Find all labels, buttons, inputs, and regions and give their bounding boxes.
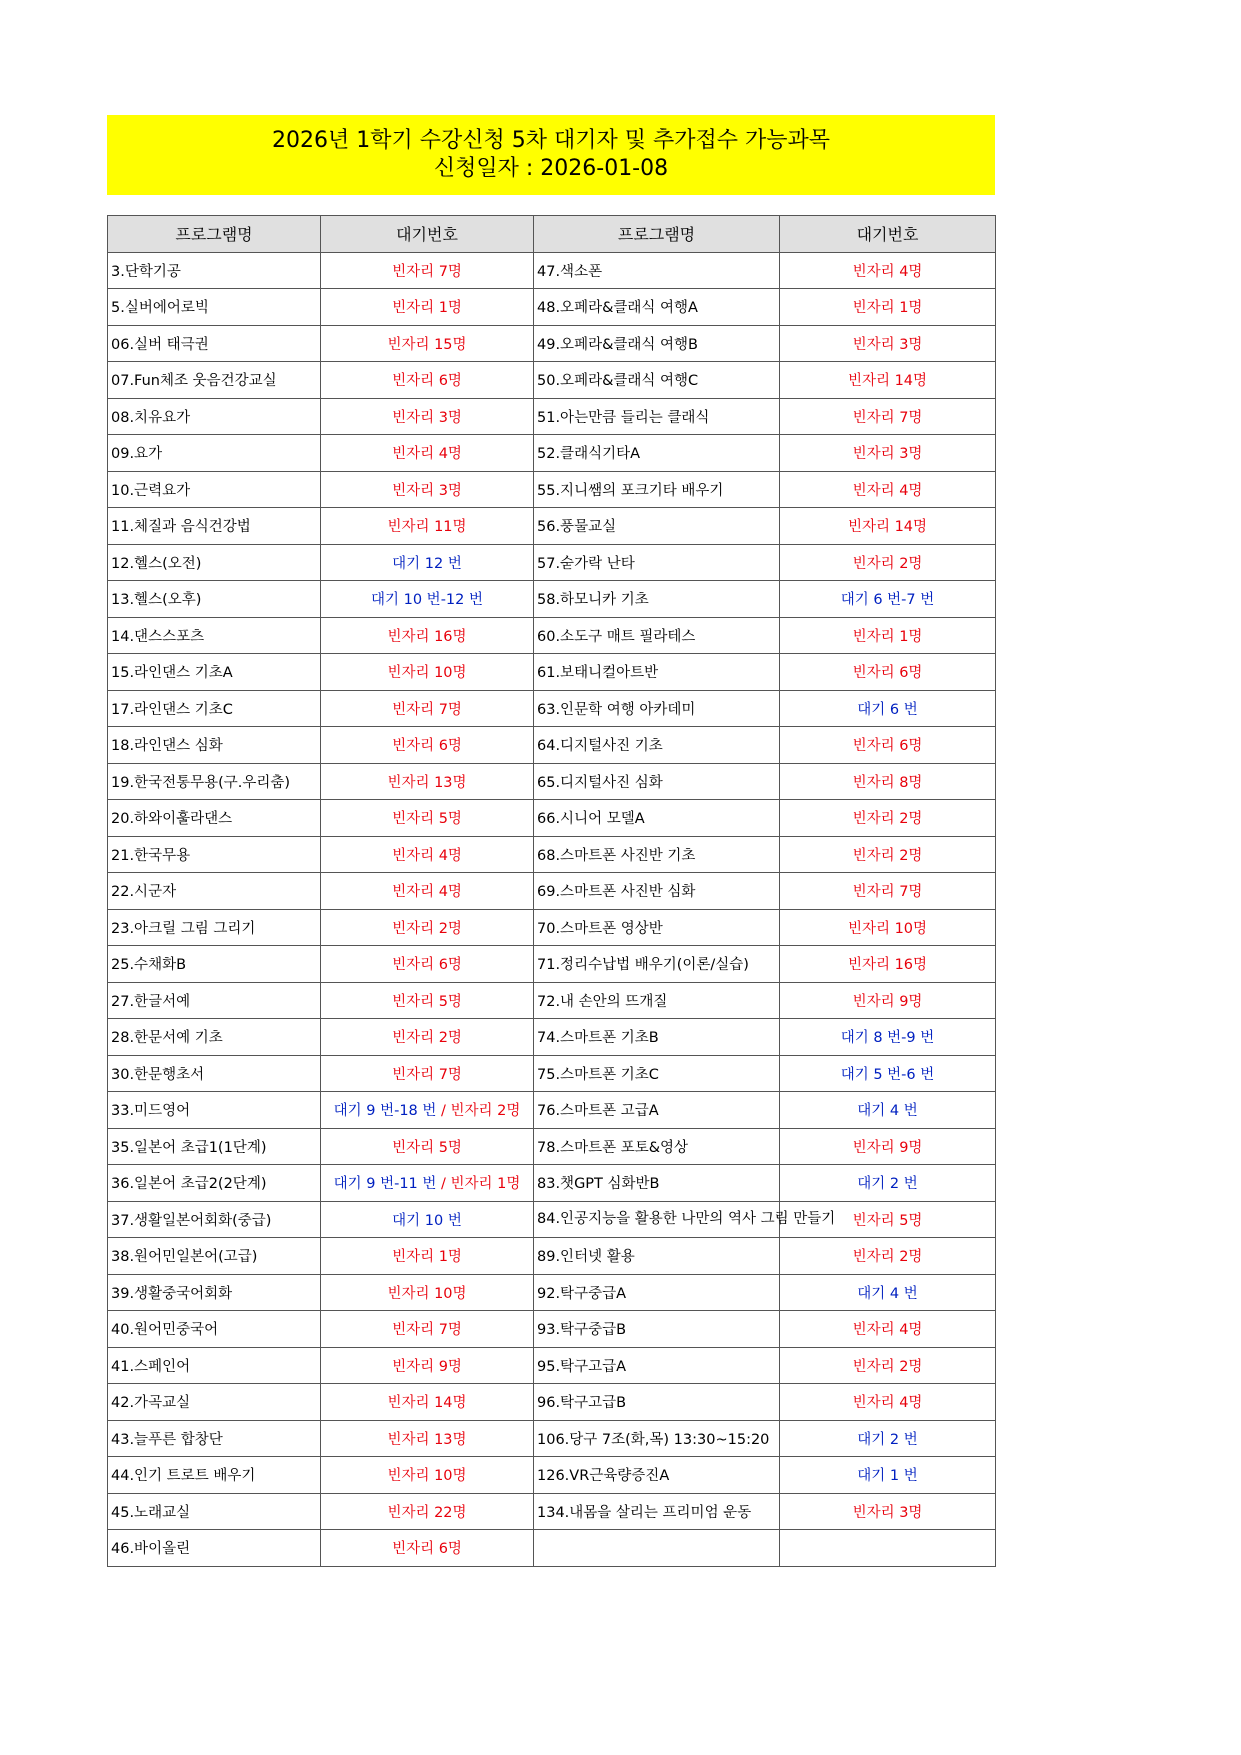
waiting-status (780, 1128, 996, 1165)
waiting-status (780, 1092, 996, 1129)
program-name: 61.보태니컬아트반 (534, 654, 780, 691)
waiting-status (321, 982, 534, 1019)
waiting-status (780, 325, 996, 362)
program-name: 25.수채화B (108, 946, 321, 983)
waiting-status (780, 654, 996, 691)
waiting-status (780, 1457, 996, 1494)
program-name: 50.오페라&클래식 여행C (534, 362, 780, 399)
vacancy-count: 빈자리 6명 (852, 665, 923, 682)
program-name: 10.근력요가 (108, 471, 321, 508)
waiting-status (321, 1457, 534, 1494)
table-row (108, 982, 996, 1019)
waiting-status (321, 690, 534, 727)
waiting-status (780, 508, 996, 545)
program-name: 45.노래교실 (108, 1493, 321, 1530)
vacancy-count: 빈자리 10명 (387, 665, 467, 682)
program-name: 60.소도구 매트 필라테스 (534, 617, 780, 654)
program-name: 95.탁구고급A (534, 1347, 780, 1384)
waiting-status (321, 654, 534, 691)
waiting-status (780, 252, 996, 289)
page-title: 2026년 1학기 수강신청 5차 대기자 및 추가접수 가능과목 (272, 128, 830, 153)
table-row (108, 1165, 996, 1202)
waiting-status (321, 362, 534, 399)
program-name: 84.인공지능을 활용한 나만의 역사 그림 만들기 (534, 1201, 780, 1238)
waiting-status (780, 727, 996, 764)
program-name: 13.헬스(오후) (108, 581, 321, 618)
vacancy-count: 빈자리 3명 (852, 446, 923, 463)
waiting-status (321, 800, 534, 837)
waiting-status (780, 800, 996, 837)
waiting-status (780, 362, 996, 399)
waiting-status (780, 1420, 996, 1457)
vacancy-count: 빈자리 1명 (450, 1176, 521, 1193)
waiting-status (780, 617, 996, 654)
program-name: 49.오페라&클래식 여행B (534, 325, 780, 362)
table-row (108, 398, 996, 435)
program-name: 15.라인댄스 기초A (108, 654, 321, 691)
application-date: 신청일자 : 2026-01-08 (433, 156, 669, 181)
waiting-status (780, 1238, 996, 1275)
waiting-status (321, 508, 534, 545)
waiting-number: 대기 8 번-9 번 (840, 1030, 935, 1047)
waiting-status (780, 836, 996, 873)
waiting-status (321, 946, 534, 983)
table-row (108, 690, 996, 727)
table-row (108, 654, 996, 691)
program-name: 47.색소폰 (534, 252, 780, 289)
waiting-number: 대기 4 번 (857, 1103, 918, 1120)
vacancy-count: 빈자리 7명 (392, 263, 462, 280)
program-name: 38.원어민일본어(고급) (108, 1238, 321, 1275)
program-name: 44.인기 트로트 배우기 (108, 1457, 321, 1494)
empty-cell (780, 1530, 996, 1567)
waiting-status (780, 471, 996, 508)
vacancy-count: 빈자리 14명 (847, 373, 928, 390)
vacancy-count: 빈자리 2명 (450, 1103, 521, 1120)
program-name: 78.스마트폰 포토&영상 (534, 1128, 780, 1165)
program-name: 72.내 손안의 뜨개질 (534, 982, 780, 1019)
program-name: 126.VR근육량증진A (534, 1457, 780, 1494)
table-row (108, 581, 996, 618)
vacancy-count: 빈자리 6명 (392, 373, 462, 390)
program-name: 57.숟가락 난타 (534, 544, 780, 581)
waiting-status (321, 909, 534, 946)
program-name: 07.Fun체조 웃음건강교실 (108, 362, 321, 399)
vacancy-count: 빈자리 5명 (392, 811, 462, 828)
waiting-status (321, 1092, 534, 1129)
program-name: 68.스마트폰 사진반 기초 (534, 836, 780, 873)
waiting-status (780, 1493, 996, 1530)
program-name: 19.한국전통무용(구.우리춤) (108, 763, 321, 800)
table-row (108, 508, 996, 545)
program-name: 71.정리수납법 배우기(이론/실습) (534, 946, 780, 983)
vacancy-count: 빈자리 9명 (392, 1358, 462, 1375)
program-name: 06.실버 태극권 (108, 325, 321, 362)
waiting-status (321, 398, 534, 435)
vacancy-count: 빈자리 6명 (852, 738, 923, 755)
vacancy-count: 빈자리 1명 (392, 1249, 462, 1266)
waiting-number: 대기 10 번 (392, 1212, 462, 1229)
program-name: 70.스마트폰 영상반 (534, 909, 780, 946)
vacancy-count: 빈자리 7명 (852, 884, 923, 901)
program-name: 42.가곡교실 (108, 1384, 321, 1421)
vacancy-count: 빈자리 13명 (387, 774, 467, 791)
header-program-right: 프로그램명 (534, 216, 780, 253)
vacancy-count: 빈자리 4명 (392, 847, 462, 864)
waiting-status (321, 544, 534, 581)
waiting-status (780, 1055, 996, 1092)
vacancy-count: 빈자리 4명 (852, 1395, 923, 1412)
waiting-status (780, 1019, 996, 1056)
waiting-status (321, 1530, 534, 1567)
program-name: 76.스마트폰 고급A (534, 1092, 780, 1129)
vacancy-count: 빈자리 8명 (852, 774, 923, 791)
vacancy-count: 빈자리 6명 (392, 1541, 462, 1558)
waiting-status (321, 727, 534, 764)
program-name: 58.하모니카 기초 (534, 581, 780, 618)
vacancy-count: 빈자리 2명 (852, 811, 923, 828)
waiting-status (780, 581, 996, 618)
program-name: 83.챗GPT 심화반B (534, 1165, 780, 1202)
table-row (108, 1274, 996, 1311)
table-row (108, 1457, 996, 1494)
program-name: 5.실버에어로빅 (108, 289, 321, 326)
program-name: 63.인문학 여행 아카데미 (534, 690, 780, 727)
waiting-number: 대기 6 번 (857, 701, 918, 718)
vacancy-count: 빈자리 3명 (852, 1504, 923, 1521)
waiting-status (321, 873, 534, 910)
program-name: 69.스마트폰 사진반 심화 (534, 873, 780, 910)
waiting-number: 대기 4 번 (857, 1285, 918, 1302)
waiting-status (321, 471, 534, 508)
waiting-status (321, 581, 534, 618)
table-row (108, 1311, 996, 1348)
program-name: 28.한문서예 기초 (108, 1019, 321, 1056)
table-row (108, 1530, 996, 1567)
course-table (107, 215, 996, 1567)
vacancy-count: 빈자리 2명 (852, 847, 923, 864)
header-row (108, 216, 996, 253)
waiting-status (321, 1201, 534, 1238)
program-name: 41.스페인어 (108, 1347, 321, 1384)
vacancy-count: 빈자리 10명 (847, 920, 928, 937)
vacancy-count: 빈자리 9명 (852, 993, 923, 1010)
waiting-status (780, 1274, 996, 1311)
program-name: 08.치유요가 (108, 398, 321, 435)
table-row (108, 1092, 996, 1129)
vacancy-count: 빈자리 6명 (392, 957, 462, 974)
program-name: 40.원어민중국어 (108, 1311, 321, 1348)
program-name: 51.아는만큼 들리는 클래식 (534, 398, 780, 435)
program-name: 106.당구 7조(화,목) 13:30~15:20 (534, 1420, 780, 1457)
program-name: 93.탁구중급B (534, 1311, 780, 1348)
waiting-status (321, 1384, 534, 1421)
vacancy-count: 빈자리 4명 (852, 1322, 923, 1339)
program-name: 22.시군자 (108, 873, 321, 910)
vacancy-count: / (436, 1176, 451, 1193)
waiting-status (780, 982, 996, 1019)
vacancy-count: 빈자리 4명 (392, 446, 462, 463)
program-name: 09.요가 (108, 435, 321, 472)
waiting-status (321, 1238, 534, 1275)
table-row (108, 325, 996, 362)
vacancy-count: 빈자리 3명 (392, 409, 462, 426)
vacancy-count: 빈자리 15명 (387, 336, 467, 353)
waiting-status (780, 763, 996, 800)
waiting-number: 대기 2 번 (857, 1176, 918, 1193)
vacancy-count: 빈자리 7명 (392, 1066, 462, 1083)
header-waiting-right: 대기번호 (780, 216, 996, 253)
waiting-status (780, 1384, 996, 1421)
waiting-status (321, 289, 534, 326)
waiting-status (780, 544, 996, 581)
vacancy-count: 빈자리 7명 (392, 1322, 462, 1339)
program-name: 14.댄스스포츠 (108, 617, 321, 654)
vacancy-count: 빈자리 1명 (852, 628, 923, 645)
waiting-status (321, 1019, 534, 1056)
waiting-status (780, 1165, 996, 1202)
table-row (108, 727, 996, 764)
vacancy-count: 빈자리 7명 (852, 409, 923, 426)
waiting-status (780, 435, 996, 472)
program-name: 92.탁구중급A (534, 1274, 780, 1311)
waiting-number: 대기 2 번 (857, 1431, 918, 1448)
waiting-status (321, 1347, 534, 1384)
program-name: 66.시니어 모델A (534, 800, 780, 837)
program-name: 17.라인댄스 기초C (108, 690, 321, 727)
program-name: 75.스마트폰 기초C (534, 1055, 780, 1092)
waiting-status (321, 252, 534, 289)
program-name: 134.내몸을 살리는 프리미엄 운동 (534, 1493, 780, 1530)
waiting-status (780, 909, 996, 946)
program-name: 96.탁구고급B (534, 1384, 780, 1421)
table-row (108, 909, 996, 946)
waiting-number: 대기 6 번-7 번 (840, 592, 935, 609)
table-row (108, 435, 996, 472)
program-name: 27.한글서예 (108, 982, 321, 1019)
table-row (108, 1384, 996, 1421)
program-name: 30.한문행초서 (108, 1055, 321, 1092)
waiting-status (321, 1311, 534, 1348)
program-name: 35.일본어 초급1(1단계) (108, 1128, 321, 1165)
table-row (108, 1420, 996, 1457)
table-row (108, 873, 996, 910)
vacancy-count: 빈자리 7명 (392, 701, 462, 718)
waiting-number: 대기 5 번-6 번 (840, 1066, 935, 1083)
waiting-status (321, 325, 534, 362)
vacancy-count: 빈자리 2명 (852, 1249, 923, 1266)
program-name: 64.디지털사진 기초 (534, 727, 780, 764)
vacancy-count: 빈자리 10명 (387, 1285, 467, 1302)
program-name: 36.일본어 초급2(2단계) (108, 1165, 321, 1202)
vacancy-count: 빈자리 1명 (852, 300, 923, 317)
header-program-left: 프로그램명 (108, 216, 321, 253)
waiting-status (780, 873, 996, 910)
table-row (108, 1019, 996, 1056)
vacancy-count: 빈자리 22명 (387, 1504, 467, 1521)
program-name: 21.한국무용 (108, 836, 321, 873)
table-row (108, 252, 996, 289)
vacancy-count: 빈자리 3명 (392, 482, 462, 499)
program-name: 55.지니쌤의 포크기타 배우기 (534, 471, 780, 508)
vacancy-count: 빈자리 4명 (852, 482, 923, 499)
program-name: 74.스마트폰 기초B (534, 1019, 780, 1056)
waiting-status (321, 1165, 534, 1202)
waiting-status (780, 690, 996, 727)
vacancy-count: 빈자리 6명 (392, 738, 462, 755)
waiting-status (780, 1347, 996, 1384)
program-name: 56.풍물교실 (534, 508, 780, 545)
table-row (108, 1201, 996, 1238)
header-waiting-left: 대기번호 (321, 216, 534, 253)
vacancy-count: 빈자리 16명 (847, 957, 928, 974)
vacancy-count: 빈자리 2명 (852, 555, 923, 572)
waiting-status (321, 1493, 534, 1530)
vacancy-count: 빈자리 4명 (392, 884, 462, 901)
waiting-number: 대기 9 번-11 번 (333, 1176, 437, 1193)
waiting-status (780, 398, 996, 435)
waiting-number: 대기 9 번-18 번 (333, 1103, 437, 1120)
vacancy-count: 빈자리 14명 (847, 519, 928, 536)
program-name: 52.클래식기타A (534, 435, 780, 472)
vacancy-count: 빈자리 13명 (387, 1431, 467, 1448)
program-name: 46.바이올린 (108, 1530, 321, 1567)
vacancy-count: 빈자리 16명 (387, 628, 467, 645)
waiting-status (321, 1420, 534, 1457)
program-name: 39.생활중국어회화 (108, 1274, 321, 1311)
table-row (108, 1493, 996, 1530)
waiting-status (321, 1274, 534, 1311)
waiting-status (321, 435, 534, 472)
table-row (108, 946, 996, 983)
vacancy-count: / (436, 1103, 451, 1120)
table-row (108, 1055, 996, 1092)
vacancy-count: 빈자리 3명 (852, 336, 923, 353)
waiting-number: 대기 1 번 (857, 1468, 918, 1485)
waiting-status (780, 1311, 996, 1348)
program-name: 33.미드영어 (108, 1092, 321, 1129)
table-row (108, 836, 996, 873)
program-name: 89.인터넷 활용 (534, 1238, 780, 1275)
table-row (108, 1347, 996, 1384)
program-name: 11.체질과 음식건강법 (108, 508, 321, 545)
title-banner (107, 115, 995, 195)
waiting-status (321, 1128, 534, 1165)
program-name: 43.늘푸른 합창단 (108, 1420, 321, 1457)
waiting-status (780, 946, 996, 983)
vacancy-count: 빈자리 4명 (852, 263, 923, 280)
program-name: 20.하와이훌라댄스 (108, 800, 321, 837)
program-name: 3.단학기공 (108, 252, 321, 289)
table-row (108, 1238, 996, 1275)
table-row (108, 763, 996, 800)
program-name: 23.아크릴 그림 그리기 (108, 909, 321, 946)
waiting-number: 대기 12 번 (392, 555, 462, 572)
program-name: 37.생활일본어회화(중급) (108, 1201, 321, 1238)
vacancy-count: 빈자리 9명 (852, 1139, 923, 1156)
waiting-number: 대기 10 번-12 번 (371, 592, 483, 609)
waiting-status (321, 617, 534, 654)
vacancy-count: 빈자리 2명 (392, 1030, 462, 1047)
table-row (108, 289, 996, 326)
vacancy-count: 빈자리 10명 (387, 1468, 467, 1485)
table-row (108, 617, 996, 654)
empty-cell (534, 1530, 780, 1567)
vacancy-count: 빈자리 14명 (387, 1395, 467, 1412)
vacancy-count: 빈자리 2명 (852, 1358, 923, 1375)
table-row (108, 471, 996, 508)
vacancy-count: 빈자리 1명 (392, 300, 462, 317)
vacancy-count: 빈자리 11명 (387, 519, 467, 536)
table-row (108, 1128, 996, 1165)
program-name: 48.오페라&클래식 여행A (534, 289, 780, 326)
waiting-status (321, 763, 534, 800)
program-name: 12.헬스(오전) (108, 544, 321, 581)
vacancy-count: 빈자리 5명 (852, 1212, 923, 1229)
program-name: 18.라인댄스 심화 (108, 727, 321, 764)
table-row (108, 362, 996, 399)
vacancy-count: 빈자리 5명 (392, 993, 462, 1010)
vacancy-count: 빈자리 2명 (392, 920, 462, 937)
table-row (108, 800, 996, 837)
waiting-status (780, 289, 996, 326)
vacancy-count: 빈자리 5명 (392, 1139, 462, 1156)
program-name: 65.디지털사진 심화 (534, 763, 780, 800)
waiting-status (321, 1055, 534, 1092)
table-row (108, 544, 996, 581)
waiting-status (321, 836, 534, 873)
